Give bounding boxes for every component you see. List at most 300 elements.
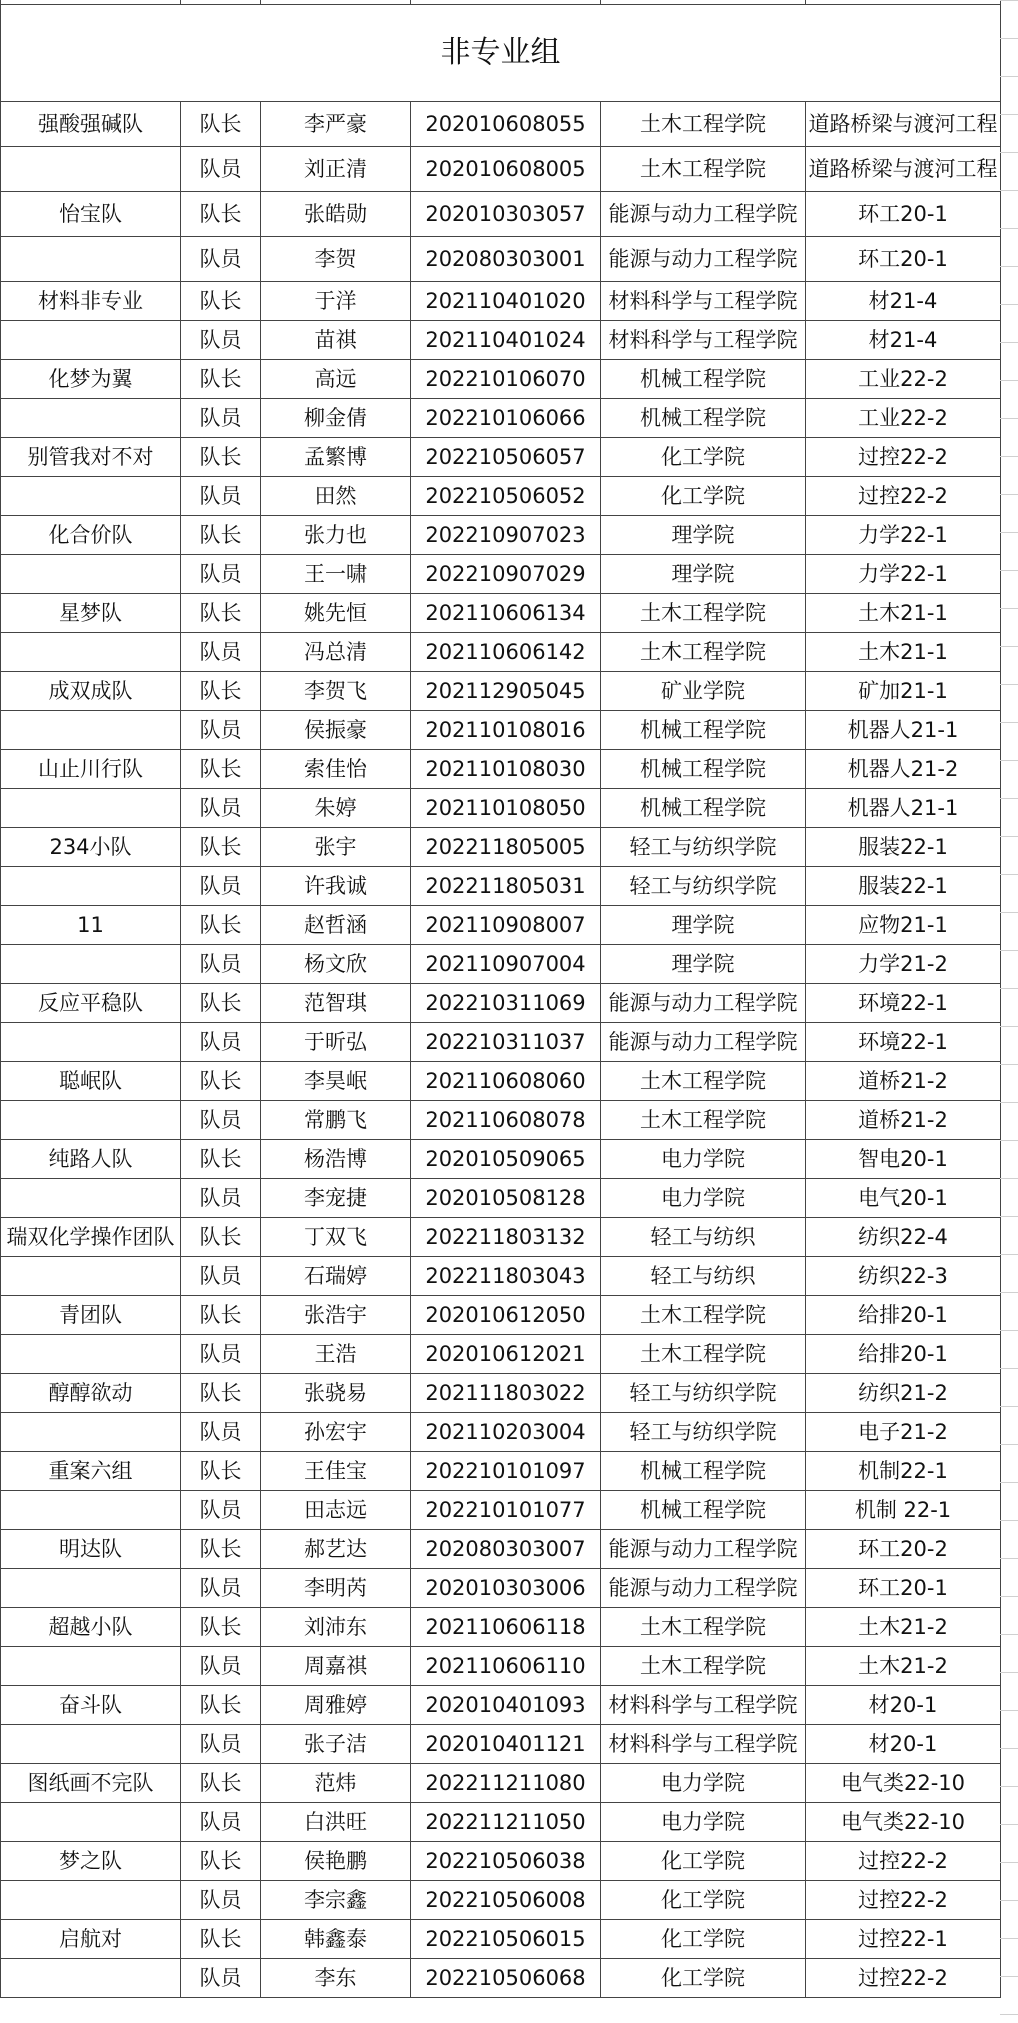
college-cell[interactable]: 化工学院 [601, 438, 806, 477]
member-name-cell[interactable]: 侯振豪 [261, 711, 411, 750]
college-cell[interactable]: 能源与动力工程学院 [601, 1569, 806, 1608]
major-class-cell[interactable]: 智电20-1 [806, 1140, 1001, 1179]
member-name-cell[interactable]: 王佳宝 [261, 1452, 411, 1491]
role-cell[interactable]: 队长 [181, 360, 261, 399]
college-cell[interactable]: 土木工程学院 [601, 594, 806, 633]
student-id-cell[interactable]: 202010401121 [411, 1725, 601, 1764]
college-cell[interactable]: 机械工程学院 [601, 789, 806, 828]
major-class-cell[interactable]: 力学22-1 [806, 555, 1001, 594]
role-cell[interactable]: 队长 [181, 750, 261, 789]
role-cell[interactable]: 队员 [181, 1803, 261, 1842]
role-cell[interactable]: 队员 [181, 633, 261, 672]
college-cell[interactable]: 电力学院 [601, 1803, 806, 1842]
college-cell[interactable]: 土木工程学院 [601, 1101, 806, 1140]
college-cell[interactable]: 轻工与纺织 [601, 1257, 806, 1296]
student-id-cell[interactable]: 202211211050 [411, 1803, 601, 1842]
member-name-cell[interactable]: 张力也 [261, 516, 411, 555]
team-name-cell[interactable] [1, 555, 181, 594]
student-id-cell[interactable]: 202211805031 [411, 867, 601, 906]
college-cell[interactable]: 电力学院 [601, 1179, 806, 1218]
member-name-cell[interactable]: 张宇 [261, 828, 411, 867]
role-cell[interactable]: 队长 [181, 102, 261, 147]
major-class-cell[interactable]: 机制 22-1 [806, 1491, 1001, 1530]
major-class-cell[interactable]: 环工20-1 [806, 192, 1001, 237]
member-name-cell[interactable]: 张浩宇 [261, 1296, 411, 1335]
team-name-cell[interactable] [1, 789, 181, 828]
member-name-cell[interactable]: 田然 [261, 477, 411, 516]
student-id-cell[interactable]: 202010508128 [411, 1179, 601, 1218]
college-cell[interactable]: 土木工程学院 [601, 1335, 806, 1374]
major-class-cell[interactable]: 机器人21-2 [806, 750, 1001, 789]
college-cell[interactable]: 理学院 [601, 555, 806, 594]
member-name-cell[interactable]: 杨文欣 [261, 945, 411, 984]
college-cell[interactable]: 土木工程学院 [601, 102, 806, 147]
team-name-cell[interactable]: 瑞双化学操作团队 [1, 1218, 181, 1257]
team-name-cell[interactable]: 奋斗队 [1, 1686, 181, 1725]
student-id-cell[interactable]: 202210506052 [411, 477, 601, 516]
role-cell[interactable]: 队员 [181, 1335, 261, 1374]
team-name-cell[interactable]: 234小队 [1, 828, 181, 867]
major-class-cell[interactable]: 土木21-1 [806, 594, 1001, 633]
major-class-cell[interactable]: 环境22-1 [806, 984, 1001, 1023]
table-row [1, 633, 1001, 672]
team-name-cell[interactable] [1, 399, 181, 438]
college-cell[interactable]: 理学院 [601, 945, 806, 984]
table-row [1, 1647, 1001, 1686]
role-cell[interactable]: 队员 [181, 399, 261, 438]
college-cell[interactable]: 土木工程学院 [601, 147, 806, 192]
member-name-cell[interactable]: 张骁易 [261, 1374, 411, 1413]
student-id-cell[interactable]: 202010303057 [411, 192, 601, 237]
table-row [1, 1452, 1001, 1491]
role-cell[interactable]: 队员 [181, 1491, 261, 1530]
college-cell[interactable]: 电力学院 [601, 1764, 806, 1803]
team-name-cell[interactable]: 聪岷队 [1, 1062, 181, 1101]
major-class-cell[interactable]: 环境22-1 [806, 1023, 1001, 1062]
role-cell[interactable]: 队长 [181, 1764, 261, 1803]
table-row [1, 1296, 1001, 1335]
major-class-cell[interactable]: 机器人21-1 [806, 789, 1001, 828]
college-cell[interactable]: 机械工程学院 [601, 399, 806, 438]
member-name-cell[interactable]: 张子洁 [261, 1725, 411, 1764]
team-name-cell[interactable] [1, 1179, 181, 1218]
major-class-cell[interactable]: 电气类22-10 [806, 1803, 1001, 1842]
major-class-cell[interactable]: 材21-4 [806, 321, 1001, 360]
role-cell[interactable]: 队员 [181, 1881, 261, 1920]
student-id-cell[interactable]: 202211803132 [411, 1218, 601, 1257]
member-name-cell[interactable]: 范炜 [261, 1764, 411, 1803]
college-cell[interactable]: 轻工与纺织学院 [601, 867, 806, 906]
college-cell[interactable]: 能源与动力工程学院 [601, 192, 806, 237]
team-name-cell[interactable]: 化合价队 [1, 516, 181, 555]
role-cell[interactable]: 队长 [181, 1920, 261, 1959]
member-name-cell[interactable]: 郝艺达 [261, 1530, 411, 1569]
college-cell[interactable]: 轻工与纺织 [601, 1218, 806, 1257]
role-cell[interactable]: 队员 [181, 1023, 261, 1062]
role-cell[interactable]: 队员 [181, 1179, 261, 1218]
team-name-cell[interactable] [1, 1803, 181, 1842]
student-id-cell[interactable]: 202110606118 [411, 1608, 601, 1647]
major-class-cell[interactable]: 给排20-1 [806, 1296, 1001, 1335]
role-cell[interactable]: 队员 [181, 711, 261, 750]
member-name-cell[interactable]: 周嘉祺 [261, 1647, 411, 1686]
major-class-cell[interactable]: 纺织22-4 [806, 1218, 1001, 1257]
member-name-cell[interactable]: 冯总清 [261, 633, 411, 672]
team-name-cell[interactable]: 青团队 [1, 1296, 181, 1335]
college-cell[interactable]: 轻工与纺织学院 [601, 1374, 806, 1413]
student-id-cell[interactable]: 202110608078 [411, 1101, 601, 1140]
student-id-cell[interactable]: 202210106066 [411, 399, 601, 438]
role-cell[interactable]: 队员 [181, 321, 261, 360]
college-cell[interactable]: 材料科学与工程学院 [601, 1686, 806, 1725]
role-cell[interactable]: 队长 [181, 1296, 261, 1335]
student-id-cell[interactable]: 202211211080 [411, 1764, 601, 1803]
major-class-cell[interactable]: 矿加21-1 [806, 672, 1001, 711]
member-name-cell[interactable]: 李东 [261, 1959, 411, 1998]
team-name-cell[interactable] [1, 945, 181, 984]
student-id-cell[interactable]: 202211803043 [411, 1257, 601, 1296]
major-class-cell[interactable]: 材20-1 [806, 1725, 1001, 1764]
student-id-cell[interactable]: 202110401024 [411, 321, 601, 360]
student-id-cell[interactable]: 202210907029 [411, 555, 601, 594]
member-name-cell[interactable]: 白洪旺 [261, 1803, 411, 1842]
college-cell[interactable]: 轻工与纺织学院 [601, 1413, 806, 1452]
student-id-cell[interactable]: 202110907004 [411, 945, 601, 984]
member-name-cell[interactable]: 田志远 [261, 1491, 411, 1530]
member-name-cell[interactable]: 孟繁博 [261, 438, 411, 477]
member-name-cell[interactable]: 李宠捷 [261, 1179, 411, 1218]
team-name-cell[interactable]: 纯路人队 [1, 1140, 181, 1179]
student-id-cell[interactable]: 202210506015 [411, 1920, 601, 1959]
team-name-cell[interactable]: 山止川行队 [1, 750, 181, 789]
major-class-cell[interactable]: 服装22-1 [806, 828, 1001, 867]
major-class-cell[interactable]: 纺织21-2 [806, 1374, 1001, 1413]
team-name-cell[interactable]: 星梦队 [1, 594, 181, 633]
member-name-cell[interactable]: 于昕弘 [261, 1023, 411, 1062]
major-class-cell[interactable]: 材20-1 [806, 1686, 1001, 1725]
role-cell[interactable]: 队员 [181, 945, 261, 984]
member-name-cell[interactable]: 常鹏飞 [261, 1101, 411, 1140]
major-class-cell[interactable]: 土木21-2 [806, 1608, 1001, 1647]
student-id-cell[interactable]: 202080303007 [411, 1530, 601, 1569]
student-id-cell[interactable]: 202110401020 [411, 282, 601, 321]
member-name-cell[interactable]: 李宗鑫 [261, 1881, 411, 1920]
member-name-cell[interactable]: 李贺飞 [261, 672, 411, 711]
member-name-cell[interactable]: 侯艳鹏 [261, 1842, 411, 1881]
member-name-cell[interactable]: 王浩 [261, 1335, 411, 1374]
major-class-cell[interactable]: 力学22-1 [806, 516, 1001, 555]
member-name-cell[interactable]: 于洋 [261, 282, 411, 321]
member-name-cell[interactable]: 范智琪 [261, 984, 411, 1023]
college-cell[interactable]: 理学院 [601, 516, 806, 555]
role-cell[interactable]: 队员 [181, 555, 261, 594]
major-class-cell[interactable]: 过控22-2 [806, 1842, 1001, 1881]
major-class-cell[interactable]: 应物21-1 [806, 906, 1001, 945]
member-name-cell[interactable]: 丁双飞 [261, 1218, 411, 1257]
member-name-cell[interactable]: 姚先恒 [261, 594, 411, 633]
table-title[interactable]: 非专业组 [1, 5, 1001, 102]
team-name-cell[interactable]: 11 [1, 906, 181, 945]
college-cell[interactable]: 土木工程学院 [601, 1647, 806, 1686]
team-name-cell[interactable]: 强酸强碱队 [1, 102, 181, 147]
role-cell[interactable]: 队员 [181, 867, 261, 906]
student-id-cell[interactable]: 202210907023 [411, 516, 601, 555]
team-name-cell[interactable]: 别管我对不对 [1, 438, 181, 477]
member-name-cell[interactable]: 李明芮 [261, 1569, 411, 1608]
member-name-cell[interactable]: 许我诚 [261, 867, 411, 906]
member-name-cell[interactable]: 石瑞婷 [261, 1257, 411, 1296]
role-cell[interactable]: 队员 [181, 789, 261, 828]
role-cell[interactable]: 队长 [181, 1842, 261, 1881]
role-cell[interactable]: 队长 [181, 1218, 261, 1257]
team-name-cell[interactable] [1, 1257, 181, 1296]
major-class-cell[interactable]: 道路桥梁与渡河工程 [806, 102, 1001, 147]
student-id-cell[interactable]: 202110203004 [411, 1413, 601, 1452]
major-class-cell[interactable]: 电气20-1 [806, 1179, 1001, 1218]
major-class-cell[interactable]: 土木21-2 [806, 1647, 1001, 1686]
major-class-cell[interactable]: 材21-4 [806, 282, 1001, 321]
college-cell[interactable]: 理学院 [601, 906, 806, 945]
member-name-cell[interactable]: 杨浩博 [261, 1140, 411, 1179]
major-class-cell[interactable]: 过控22-2 [806, 1881, 1001, 1920]
student-id-cell[interactable]: 202010608005 [411, 147, 601, 192]
member-name-cell[interactable]: 李严豪 [261, 102, 411, 147]
table-row [1, 477, 1001, 516]
role-cell[interactable]: 队长 [181, 1452, 261, 1491]
member-name-cell[interactable]: 李贺 [261, 237, 411, 282]
student-id-cell[interactable]: 202210506008 [411, 1881, 601, 1920]
team-name-cell[interactable] [1, 237, 181, 282]
role-cell[interactable]: 队长 [181, 1374, 261, 1413]
team-name-cell[interactable] [1, 1101, 181, 1140]
team-name-cell[interactable] [1, 321, 181, 360]
team-name-cell[interactable] [1, 1959, 181, 1998]
college-cell[interactable]: 材料科学与工程学院 [601, 282, 806, 321]
member-name-cell[interactable]: 苗祺 [261, 321, 411, 360]
role-cell[interactable]: 队长 [181, 1686, 261, 1725]
table-row [1, 1530, 1001, 1569]
table-row [1, 438, 1001, 477]
role-cell[interactable]: 队员 [181, 1257, 261, 1296]
student-id-cell[interactable]: 202210311069 [411, 984, 601, 1023]
team-name-cell[interactable] [1, 1647, 181, 1686]
team-name-cell[interactable]: 重案六组 [1, 1452, 181, 1491]
role-cell[interactable]: 队员 [181, 1413, 261, 1452]
major-class-cell[interactable]: 电子21-2 [806, 1413, 1001, 1452]
member-name-cell[interactable]: 刘沛东 [261, 1608, 411, 1647]
student-id-cell[interactable]: 202210506057 [411, 438, 601, 477]
college-cell[interactable]: 材料科学与工程学院 [601, 1725, 806, 1764]
student-id-cell[interactable]: 202210101077 [411, 1491, 601, 1530]
college-cell[interactable]: 机械工程学院 [601, 1452, 806, 1491]
college-cell[interactable]: 能源与动力工程学院 [601, 1530, 806, 1569]
college-cell[interactable]: 机械工程学院 [601, 750, 806, 789]
college-cell[interactable]: 能源与动力工程学院 [601, 237, 806, 282]
major-class-cell[interactable]: 过控22-1 [806, 1920, 1001, 1959]
student-id-cell[interactable]: 202110108016 [411, 711, 601, 750]
college-cell[interactable]: 化工学院 [601, 1881, 806, 1920]
member-name-cell[interactable]: 周雅婷 [261, 1686, 411, 1725]
role-cell[interactable]: 队员 [181, 147, 261, 192]
table-row [1, 1257, 1001, 1296]
role-cell[interactable]: 队长 [181, 192, 261, 237]
member-name-cell[interactable]: 孙宏宇 [261, 1413, 411, 1452]
team-name-cell[interactable] [1, 1881, 181, 1920]
team-name-cell[interactable]: 反应平稳队 [1, 984, 181, 1023]
team-name-cell[interactable] [1, 1725, 181, 1764]
member-name-cell[interactable]: 李昊岷 [261, 1062, 411, 1101]
major-class-cell[interactable]: 机制22-1 [806, 1452, 1001, 1491]
major-class-cell[interactable]: 环工20-2 [806, 1530, 1001, 1569]
table-row [1, 1374, 1001, 1413]
team-name-cell[interactable] [1, 147, 181, 192]
team-name-cell[interactable]: 怡宝队 [1, 192, 181, 237]
college-cell[interactable]: 化工学院 [601, 1959, 806, 1998]
student-id-cell[interactable]: 202010509065 [411, 1140, 601, 1179]
major-class-cell[interactable]: 给排20-1 [806, 1335, 1001, 1374]
student-id-cell[interactable]: 202210506068 [411, 1959, 601, 1998]
major-class-cell[interactable]: 土木21-1 [806, 633, 1001, 672]
college-cell[interactable]: 机械工程学院 [601, 360, 806, 399]
role-cell[interactable]: 队长 [181, 594, 261, 633]
college-cell[interactable]: 化工学院 [601, 1920, 806, 1959]
college-cell[interactable]: 轻工与纺织学院 [601, 828, 806, 867]
team-name-cell[interactable] [1, 1413, 181, 1452]
role-cell[interactable]: 队长 [181, 1140, 261, 1179]
college-cell[interactable]: 土木工程学院 [601, 1062, 806, 1101]
role-cell[interactable]: 队员 [181, 477, 261, 516]
student-id-cell[interactable]: 202112905045 [411, 672, 601, 711]
role-cell[interactable]: 队长 [181, 1530, 261, 1569]
student-id-cell[interactable]: 202110108050 [411, 789, 601, 828]
major-class-cell[interactable]: 电气类22-10 [806, 1764, 1001, 1803]
student-id-cell[interactable]: 202210311037 [411, 1023, 601, 1062]
member-name-cell[interactable]: 赵哲涵 [261, 906, 411, 945]
student-id-cell[interactable]: 202210506038 [411, 1842, 601, 1881]
college-cell[interactable]: 机械工程学院 [601, 711, 806, 750]
team-name-cell[interactable]: 启航对 [1, 1920, 181, 1959]
team-name-cell[interactable]: 成双成队 [1, 672, 181, 711]
student-id-cell[interactable]: 202010612050 [411, 1296, 601, 1335]
college-cell[interactable]: 能源与动力工程学院 [601, 1023, 806, 1062]
team-name-cell[interactable]: 醇醇欲动 [1, 1374, 181, 1413]
college-cell[interactable]: 土木工程学院 [601, 1608, 806, 1647]
member-name-cell[interactable]: 柳金倩 [261, 399, 411, 438]
team-name-cell[interactable]: 明达队 [1, 1530, 181, 1569]
role-cell[interactable]: 队员 [181, 1569, 261, 1608]
major-class-cell[interactable]: 工业22-2 [806, 399, 1001, 438]
major-class-cell[interactable]: 过控22-2 [806, 1959, 1001, 1998]
student-id-cell[interactable]: 202110606134 [411, 594, 601, 633]
role-cell[interactable]: 队长 [181, 1062, 261, 1101]
team-name-cell[interactable] [1, 1335, 181, 1374]
role-cell[interactable]: 队员 [181, 237, 261, 282]
major-class-cell[interactable]: 工业22-2 [806, 360, 1001, 399]
major-class-cell[interactable]: 道桥21-2 [806, 1101, 1001, 1140]
role-cell[interactable]: 队长 [181, 438, 261, 477]
college-cell[interactable]: 土木工程学院 [601, 1296, 806, 1335]
role-cell[interactable]: 队长 [181, 516, 261, 555]
student-id-cell[interactable]: 202211805005 [411, 828, 601, 867]
team-name-cell[interactable] [1, 633, 181, 672]
major-class-cell[interactable]: 环工20-1 [806, 237, 1001, 282]
student-id-cell[interactable]: 202210101097 [411, 1452, 601, 1491]
student-id-cell[interactable]: 202110108030 [411, 750, 601, 789]
role-cell[interactable]: 队员 [181, 1959, 261, 1998]
student-id-cell[interactable]: 202080303001 [411, 237, 601, 282]
member-name-cell[interactable]: 张皓勋 [261, 192, 411, 237]
student-id-cell[interactable]: 202110608060 [411, 1062, 601, 1101]
major-class-cell[interactable]: 服装22-1 [806, 867, 1001, 906]
role-cell[interactable]: 队长 [181, 672, 261, 711]
college-cell[interactable]: 材料科学与工程学院 [601, 321, 806, 360]
student-id-cell[interactable]: 202110606110 [411, 1647, 601, 1686]
college-cell[interactable]: 矿业学院 [601, 672, 806, 711]
college-cell[interactable]: 机械工程学院 [601, 1491, 806, 1530]
major-class-cell[interactable]: 环工20-1 [806, 1569, 1001, 1608]
team-name-cell[interactable] [1, 867, 181, 906]
team-name-cell[interactable]: 材料非专业 [1, 282, 181, 321]
student-id-cell[interactable]: 202110908007 [411, 906, 601, 945]
member-name-cell[interactable]: 朱婷 [261, 789, 411, 828]
team-name-cell[interactable]: 图纸画不完队 [1, 1764, 181, 1803]
role-cell[interactable]: 队员 [181, 1725, 261, 1764]
team-name-cell[interactable]: 化梦为翼 [1, 360, 181, 399]
member-name-cell[interactable]: 索佳怡 [261, 750, 411, 789]
student-id-cell[interactable]: 202110606142 [411, 633, 601, 672]
role-cell[interactable]: 队长 [181, 828, 261, 867]
student-id-cell[interactable]: 202210106070 [411, 360, 601, 399]
student-id-cell[interactable]: 202010401093 [411, 1686, 601, 1725]
team-name-cell[interactable] [1, 477, 181, 516]
college-cell[interactable]: 化工学院 [601, 477, 806, 516]
team-name-cell[interactable] [1, 1491, 181, 1530]
college-cell[interactable]: 土木工程学院 [601, 633, 806, 672]
major-class-cell[interactable]: 机器人21-1 [806, 711, 1001, 750]
member-name-cell[interactable]: 高远 [261, 360, 411, 399]
role-cell[interactable]: 队长 [181, 906, 261, 945]
college-cell[interactable]: 电力学院 [601, 1140, 806, 1179]
role-cell[interactable]: 队长 [181, 1608, 261, 1647]
college-cell[interactable]: 化工学院 [601, 1842, 806, 1881]
major-class-cell[interactable]: 力学21-2 [806, 945, 1001, 984]
team-name-cell[interactable] [1, 711, 181, 750]
role-cell[interactable]: 队长 [181, 282, 261, 321]
team-name-cell[interactable] [1, 1569, 181, 1608]
major-class-cell[interactable]: 过控22-2 [806, 477, 1001, 516]
member-name-cell[interactable]: 王一啸 [261, 555, 411, 594]
major-class-cell[interactable]: 道路桥梁与渡河工程 [806, 147, 1001, 192]
team-name-cell[interactable]: 超越小队 [1, 1608, 181, 1647]
student-id-cell[interactable]: 202010608055 [411, 102, 601, 147]
member-name-cell[interactable]: 韩鑫泰 [261, 1920, 411, 1959]
college-cell[interactable]: 能源与动力工程学院 [601, 984, 806, 1023]
member-name-cell[interactable]: 刘正清 [261, 147, 411, 192]
student-id-cell[interactable]: 202010303006 [411, 1569, 601, 1608]
role-cell[interactable]: 队员 [181, 1647, 261, 1686]
major-class-cell[interactable]: 道桥21-2 [806, 1062, 1001, 1101]
major-class-cell[interactable]: 纺织22-3 [806, 1257, 1001, 1296]
major-class-cell[interactable]: 过控22-2 [806, 438, 1001, 477]
table-row [1, 192, 1001, 237]
team-name-cell[interactable]: 梦之队 [1, 1842, 181, 1881]
team-name-cell[interactable] [1, 1023, 181, 1062]
student-id-cell[interactable]: 202111803022 [411, 1374, 601, 1413]
role-cell[interactable]: 队员 [181, 1101, 261, 1140]
table-row [1, 102, 1001, 147]
student-id-cell[interactable]: 202010612021 [411, 1335, 601, 1374]
role-cell[interactable]: 队长 [181, 984, 261, 1023]
